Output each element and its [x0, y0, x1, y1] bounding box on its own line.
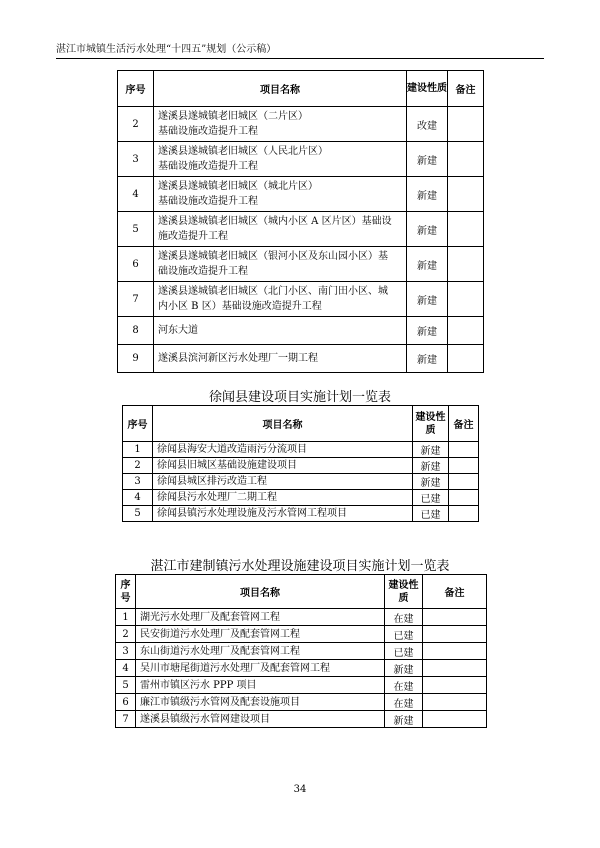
table-row	[116, 626, 487, 643]
table-row	[116, 609, 487, 626]
project-name-line1: 遂溪县滨河新区污水处理厂一期工程	[158, 353, 318, 364]
remarks	[423, 711, 487, 728]
project-name-line2: 施改造提升工程	[158, 231, 228, 242]
table-row	[116, 711, 487, 728]
construction-type: 新建	[407, 142, 448, 177]
row-number: 7	[116, 711, 136, 728]
table-row	[116, 677, 487, 694]
remarks	[448, 142, 484, 177]
row-number: 5	[116, 677, 136, 694]
remarks	[423, 694, 487, 711]
project-name-line2: 基础设施改造提升工程	[158, 161, 258, 172]
remarks	[448, 317, 484, 345]
remarks	[448, 282, 484, 317]
project-name-line1: 遂溪县遂城镇老旧城区（城内小区 A 区片区）基础设	[158, 216, 392, 227]
construction-type: 新建	[407, 247, 448, 282]
col-header-no: 序号	[123, 406, 153, 442]
project-name	[154, 345, 407, 373]
remarks	[423, 626, 487, 643]
project-name-line2: 基础设施改造提升工程	[158, 196, 258, 207]
row-number: 4	[118, 177, 154, 212]
remarks	[423, 677, 487, 694]
row-number: 2	[123, 458, 153, 474]
row-number: 3	[118, 142, 154, 177]
table-header-row	[123, 406, 479, 442]
project-name: 吴川市塘尾街道污水处理厂及配套管网工程	[136, 660, 385, 677]
project-name	[154, 177, 407, 212]
row-number: 2	[116, 626, 136, 643]
row-number: 4	[116, 660, 136, 677]
table-header-row	[118, 71, 484, 107]
construction-type: 新建	[385, 660, 423, 677]
project-name: 徐闻县镇污水处理设施及污水管网工程项目	[153, 506, 413, 522]
project-name: 徐闻县海安大道改造雨污分流项目	[153, 442, 413, 458]
construction-type: 新建	[407, 345, 448, 373]
project-name: 东山街道污水处理厂及配套管网工程	[136, 643, 385, 660]
project-name	[154, 142, 407, 177]
construction-type: 新建	[407, 282, 448, 317]
row-number: 3	[116, 643, 136, 660]
remarks	[423, 609, 487, 626]
col-header-note: 备注	[423, 575, 487, 609]
construction-type: 在建	[385, 609, 423, 626]
row-number: 5	[123, 506, 153, 522]
project-name-line1: 遂溪县遂城镇老旧城区（银河小区及东山园小区）基	[158, 251, 388, 262]
construction-type: 已建	[385, 626, 423, 643]
construction-type: 改建	[407, 107, 448, 142]
table-row	[116, 643, 487, 660]
page-header: 湛江市城镇生活污水处理“十四五”规划（公示稿）	[56, 40, 544, 59]
row-number: 6	[116, 694, 136, 711]
remarks	[448, 247, 484, 282]
row-number: 5	[118, 212, 154, 247]
construction-type: 新建	[413, 474, 449, 490]
table-row	[123, 458, 479, 474]
row-number: 9	[118, 345, 154, 373]
col-header-type: 建设性质	[413, 406, 449, 442]
construction-type: 新建	[407, 212, 448, 247]
col-header-note: 备注	[449, 406, 479, 442]
project-name	[154, 317, 407, 345]
col-header-no: 序号	[116, 575, 136, 609]
project-name	[154, 282, 407, 317]
col-header-type: 建设性质	[407, 71, 448, 107]
table-row	[123, 474, 479, 490]
table2-title: 徐闻县建设项目实施计划一览表	[208, 390, 391, 405]
construction-type: 已建	[413, 506, 449, 522]
construction-type: 新建	[385, 711, 423, 728]
col-header-no: 序号	[118, 71, 154, 107]
col-header-name: 项目名称	[153, 406, 413, 442]
table3-title: 湛江市建制镇污水处理设施建设项目实施计划一览表	[150, 559, 450, 574]
project-name: 雷州市镇区污水 PPP 项目	[136, 677, 385, 694]
project-name	[154, 212, 407, 247]
remarks	[449, 490, 479, 506]
project-name: 遂溪县镇级污水管网建设项目	[136, 711, 385, 728]
construction-type: 已建	[385, 643, 423, 660]
project-name: 民安街道污水处理厂及配套管网工程	[136, 626, 385, 643]
remarks	[423, 660, 487, 677]
table-header-row	[116, 575, 487, 609]
table-town-projects	[115, 574, 487, 728]
table-row	[123, 506, 479, 522]
table-row	[118, 345, 484, 373]
remarks	[449, 442, 479, 458]
project-name	[154, 247, 407, 282]
table-xuwen-projects	[122, 405, 479, 522]
table-row	[118, 177, 484, 212]
construction-type: 在建	[385, 677, 423, 694]
project-name-line2: 内小区 B 区）基础设施改造提升工程	[158, 301, 322, 312]
col-header-type: 建设性质	[385, 575, 423, 609]
project-name: 湖光污水处理厂及配套管网工程	[136, 609, 385, 626]
remarks	[448, 212, 484, 247]
remarks	[449, 474, 479, 490]
construction-type: 在建	[385, 694, 423, 711]
row-number: 1	[123, 442, 153, 458]
table-row	[118, 142, 484, 177]
table-row	[116, 660, 487, 677]
col-header-name: 项目名称	[154, 71, 407, 107]
table-row	[118, 107, 484, 142]
remarks	[423, 643, 487, 660]
row-number: 4	[123, 490, 153, 506]
table-row	[118, 282, 484, 317]
table-row	[118, 247, 484, 282]
row-number: 2	[118, 107, 154, 142]
project-name: 徐闻县污水处理厂二期工程	[153, 490, 413, 506]
row-number: 8	[118, 317, 154, 345]
table-row	[118, 317, 484, 345]
project-name-line2: 基础设施改造提升工程	[158, 126, 258, 137]
table-row	[116, 694, 487, 711]
project-name-line1: 遂溪县遂城镇老旧城区（二片区）	[158, 111, 308, 122]
remarks	[449, 506, 479, 522]
col-header-name: 项目名称	[136, 575, 385, 609]
construction-type: 新建	[407, 317, 448, 345]
construction-type: 新建	[413, 458, 449, 474]
project-name-line1: 河东大道	[158, 325, 198, 336]
row-number: 3	[123, 474, 153, 490]
project-name: 廉江市镇级污水管网及配套设施项目	[136, 694, 385, 711]
project-name-line1: 遂溪县遂城镇老旧城区（北门小区、南门田小区、城	[158, 286, 388, 297]
project-name-line1: 遂溪县遂城镇老旧城区（城北片区）	[158, 181, 318, 192]
construction-type: 已建	[413, 490, 449, 506]
table-row	[118, 212, 484, 247]
table-row	[123, 442, 479, 458]
remarks	[449, 458, 479, 474]
row-number: 6	[118, 247, 154, 282]
project-name-line1: 遂溪县遂城镇老旧城区（人民北片区）	[158, 146, 328, 157]
project-name	[154, 107, 407, 142]
project-name: 徐闻县城区排污改造工程	[153, 474, 413, 490]
construction-type: 新建	[413, 442, 449, 458]
table-suixi-projects	[117, 70, 484, 373]
table-row	[123, 490, 479, 506]
row-number: 1	[116, 609, 136, 626]
project-name: 徐闻县旧城区基础设施建设项目	[153, 458, 413, 474]
row-number: 7	[118, 282, 154, 317]
remarks	[448, 345, 484, 373]
col-header-note: 备注	[448, 71, 484, 107]
page-number: 34	[293, 784, 307, 795]
construction-type: 新建	[407, 177, 448, 212]
remarks	[448, 107, 484, 142]
remarks	[448, 177, 484, 212]
project-name-line2: 础设施改造提升工程	[158, 266, 248, 277]
